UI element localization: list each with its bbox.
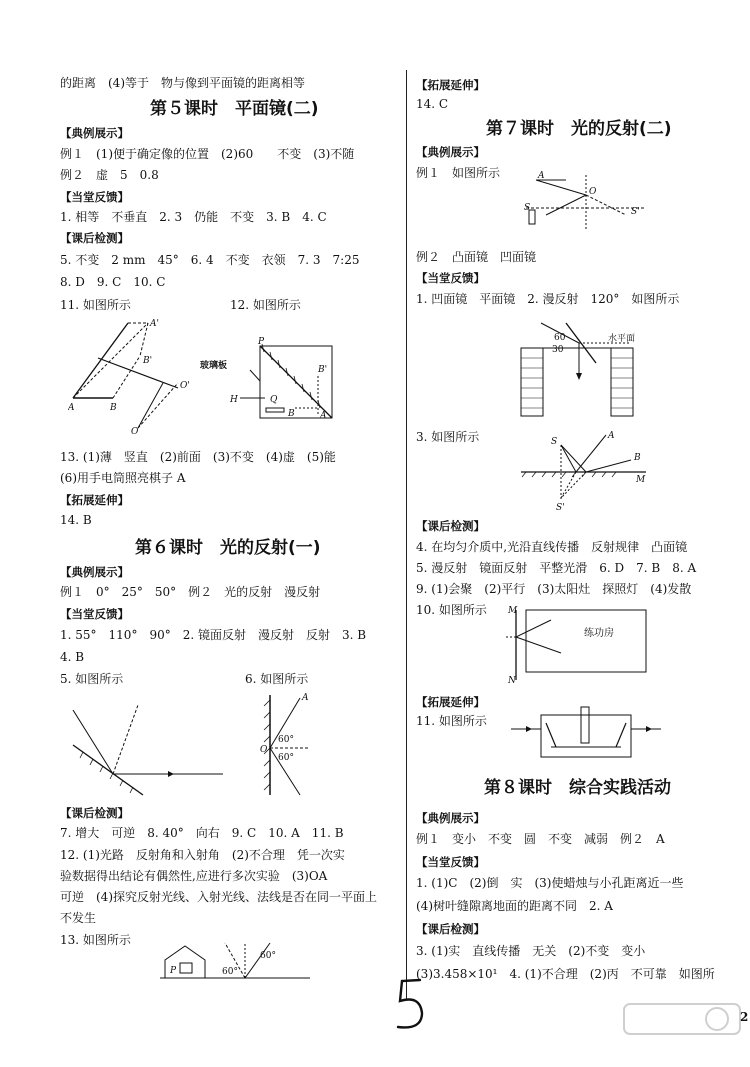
section-label: 【拓展延伸】 — [416, 78, 485, 92]
text-line: 11. 如图所示 — [60, 298, 131, 312]
text-line: 3. 如图所示 — [416, 430, 480, 444]
svg-text:O': O' — [180, 381, 190, 391]
svg-text:Q: Q — [270, 395, 278, 405]
svg-text:30: 30 — [552, 345, 564, 355]
text-line: 例１ 变小 不变 圆 不变 减弱 例２ A — [416, 832, 665, 846]
svg-text:60°: 60° — [278, 735, 294, 745]
section-label: 【当堂反馈】 — [416, 855, 485, 869]
text-line: 13. (1)薄 竖直 (2)前面 (3)不变 (4)虚 (5)能 — [60, 450, 336, 464]
section-label: 【当堂反馈】 — [416, 271, 485, 285]
figure-11-mirror-diagram — [68, 318, 198, 438]
text-line: 1. 55° 110° 90° 2. 镜面反射 漫反射 反射 3. B — [60, 628, 367, 642]
svg-text:S: S — [551, 437, 558, 447]
svg-text:S': S' — [556, 503, 565, 513]
handwritten-mark — [390, 975, 430, 1039]
figure-12-glass-plate-diagram — [200, 336, 340, 426]
figure-6-reflection-angles — [240, 690, 350, 800]
svg-text:B': B' — [318, 365, 328, 375]
svg-text:B: B — [634, 453, 641, 463]
text-line: 11. 如图所示 — [416, 714, 487, 728]
svg-text:N: N — [508, 676, 516, 685]
column-divider — [406, 70, 407, 1000]
text-line: 1. 相等 不垂直 2. 3 仍能 不变 3. B 4. C — [60, 210, 327, 224]
svg-text:B: B — [288, 409, 295, 419]
svg-text:H: H — [230, 395, 238, 405]
example-1-figure — [516, 170, 656, 240]
section-label: 【课后检测】 — [60, 806, 129, 820]
svg-text:A': A' — [150, 319, 159, 329]
text-line: 可逆 (4)探究反射光线、入射光线、法线是否在同一平面上 — [60, 890, 378, 904]
svg-text:A: A — [302, 693, 309, 703]
text-line: 5. 漫反射 镜面反射 平整光滑 6. D 7. B 8. A — [416, 561, 697, 575]
svg-text:P: P — [170, 966, 177, 976]
text-line: 12. (1)光路 反射角和入射角 (2)不合理 凭一次实 — [60, 848, 345, 862]
figure-10-practice-room — [506, 605, 656, 685]
section-label: 【典例展示】 — [416, 811, 485, 825]
section-label: 【典例展示】 — [60, 565, 129, 579]
svg-text:P: P — [258, 337, 265, 347]
text-line: 4. B — [60, 650, 85, 664]
practice-room-label: 练功房 — [584, 628, 614, 639]
watermark — [622, 1000, 742, 1064]
glass-plate-label: 玻璃板 — [200, 361, 228, 371]
svg-text:A: A — [538, 171, 545, 181]
text-line: 验数据得出结论有偶然性,应进行多次实验 (3)OA — [60, 869, 328, 883]
section-label: 【当堂反馈】 — [60, 190, 129, 204]
text-line: 14. C — [416, 97, 449, 111]
text-line: 5. 如图所示 — [60, 672, 124, 686]
section-label: 【课后检测】 — [60, 231, 129, 245]
text-line: 例１ 如图所示 — [416, 166, 501, 180]
svg-text:M: M — [508, 606, 518, 616]
svg-text:S: S — [524, 203, 531, 213]
text-line: 6. 如图所示 — [245, 672, 309, 686]
text-line: 例１ (1)便于确定像的位置 (2)60 不变 (3)不随 — [60, 147, 355, 161]
section-label: 【当堂反馈】 — [60, 607, 129, 621]
section-label: 【典例展示】 — [60, 126, 129, 140]
figure-5-reflection — [68, 700, 228, 800]
svg-text:A: A — [68, 403, 75, 413]
text-line: 8. D 9. C 10. C — [60, 275, 166, 289]
svg-text:B: B — [110, 403, 117, 413]
svg-text:M: M — [636, 475, 646, 485]
lesson-8-heading: 第８课时 综合实践活动 — [484, 778, 671, 798]
figure-11-box-mirrors — [511, 705, 661, 765]
section-label: 【典例展示】 — [416, 145, 485, 159]
svg-text:60: 60 — [554, 333, 566, 343]
text-line: 例２ 凸面镜 凹面镜 — [416, 250, 537, 264]
svg-text:A: A — [320, 411, 327, 421]
text-line: 例２ 虚 5 0.8 — [60, 168, 159, 182]
svg-text:S': S' — [631, 207, 640, 217]
text-line: 4. 在均匀介质中,光沿直线传播 反射规律 凸面镜 — [416, 540, 688, 554]
text-line: 12. 如图所示 — [230, 298, 301, 312]
section-label: 【拓展延伸】 — [416, 695, 485, 709]
page-number: 2 — [740, 1010, 749, 1024]
text-line: 13. 如图所示 — [60, 933, 131, 947]
text-line: (3)3.458×10¹ 4. (1)不合理 (2)丙 不可靠 如图所 — [416, 967, 715, 981]
text-line: 例１ 0° 25° 50° 例２ 光的反射 漫反射 — [60, 585, 321, 599]
text-line: 7. 增大 可逆 8. 40° 向右 9. C 10. A 11. B — [60, 826, 344, 840]
lesson-6-heading: 第６课时 光的反射(一) — [135, 538, 321, 558]
text-line: (4)树叶缝隙离地面的距离不同 2. A — [416, 899, 613, 913]
lesson-5-heading: 第５课时 平面镜(二) — [150, 99, 319, 119]
svg-text:60°: 60° — [222, 967, 238, 977]
water-surface-label: 水平面 — [608, 334, 636, 344]
lesson-7-heading: 第７课时 光的反射(二) — [486, 119, 672, 139]
svg-text:A: A — [608, 431, 615, 441]
text-line: 1. (1)C (2)倒 实 (3)使蜡烛与小孔距离近一些 — [416, 876, 684, 890]
text-line: 14. B — [60, 513, 92, 527]
svg-text:O: O — [131, 427, 139, 437]
svg-text:O: O — [260, 745, 268, 755]
text-line: 1. 凹面镜 平面镜 2. 漫反射 120° 如图所示 — [416, 292, 680, 306]
text-line: 9. (1)会聚 (2)平行 (3)太阳灶 探照灯 (4)发散 — [416, 582, 692, 596]
svg-text:60°: 60° — [278, 753, 294, 763]
text-line: 10. 如图所示 — [416, 603, 487, 617]
section-label: 【课后检测】 — [416, 922, 485, 936]
section-label: 【拓展延伸】 — [60, 493, 129, 507]
svg-text:B': B' — [143, 356, 153, 366]
text-line: 5. 不变 2 mm 45° 6. 4 不变 衣领 7. 3 7:25 — [60, 253, 360, 267]
figure-3-reflection — [516, 430, 656, 515]
svg-text:O: O — [589, 187, 597, 197]
text-line: 不发生 — [60, 911, 97, 925]
text-line: 的距离 (4)等于 物与像到平面镜的距离相等 — [60, 76, 305, 90]
section-label: 【课后检测】 — [416, 519, 485, 533]
figure-13-house-reflection — [160, 938, 340, 988]
svg-text:60°: 60° — [260, 951, 276, 961]
text-line: 3. (1)实 直线传播 无关 (2)不变 变小 — [416, 944, 646, 958]
text-line: (6)用手电筒照亮棋子 A — [60, 471, 186, 485]
